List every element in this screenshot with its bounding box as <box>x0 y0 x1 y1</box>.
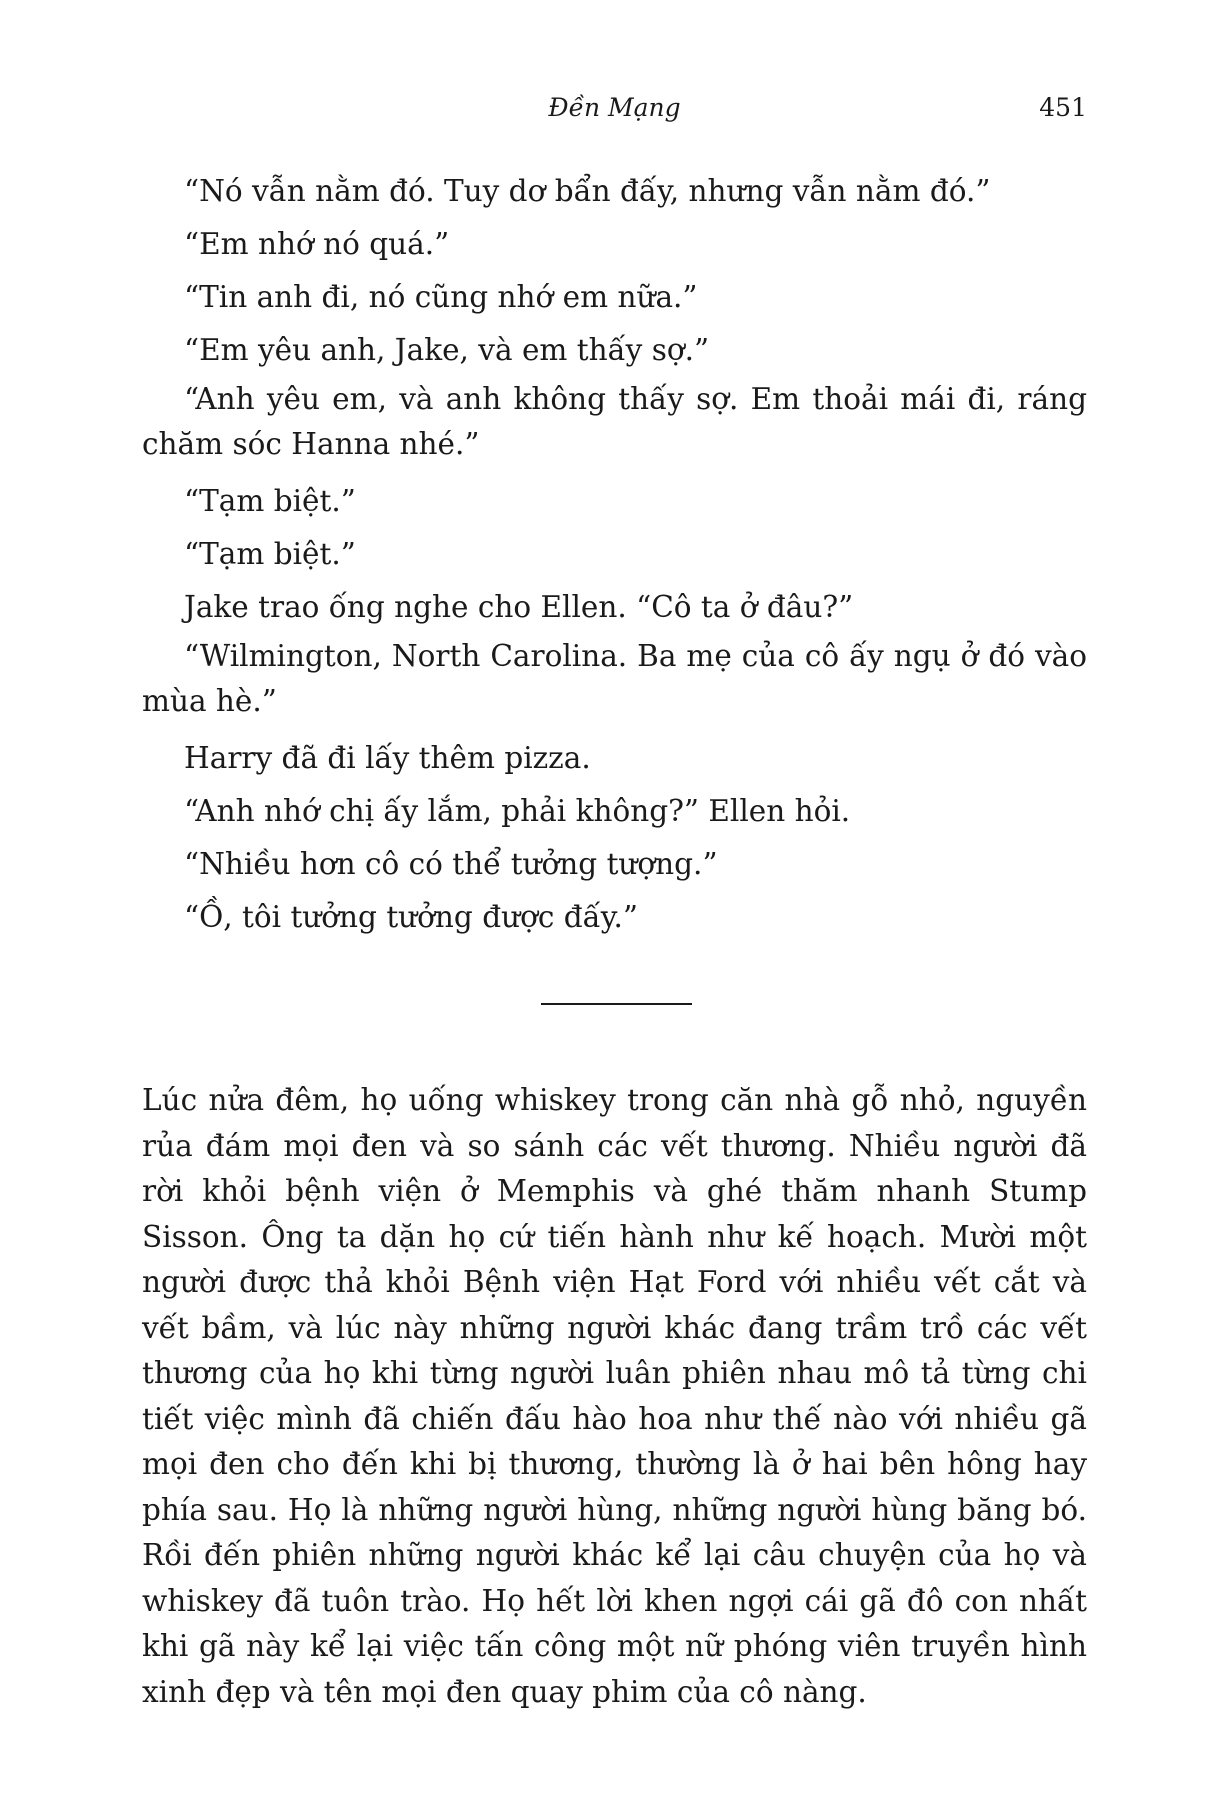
page-number: 451 <box>1039 93 1087 122</box>
dialogue-line: “Nhiều hơn cô có thể tưởng tượng.” <box>184 847 718 881</box>
dialogue-line: “Em nhớ nó quá.” <box>184 227 450 261</box>
section-divider <box>541 1003 692 1005</box>
dialogue-line: Harry đã đi lấy thêm pizza. <box>184 741 591 775</box>
dialogue-line: “Tạm biệt.” <box>184 484 356 518</box>
narrative-paragraph: Lúc nửa đêm, họ uống whiskey trong căn nhà gỗ nhỏ, nguyền rủa đám mọi đen và so sánh các vết thương. Nhiều người đã rời khỏi bệnh viện ở Memphis và ghé thăm nhanh Stump Sisson. Ông ta dặn họ cứ tiến hành như kế hoạch. Mười một người được thả khỏi Bệnh viện Hạt Ford với nhiều vết cắt và vết bầm, và lúc này những người khác đang trầm trồ các vết thương của họ khi từng người luân phiên nhau mô tả từng chi tiết việc mình đã chiến đấu hào hoa như thế nào với nhiều gã mọi đen cho đến khi bị thương, thường là ở hai bên hông hay phía sau. Họ là những người hùng, những người hùng băng bó. Rồi đến phiên những người khác kể lại câu chuyện của họ và whiskey đã tuôn trào. Họ hết lời khen ngợi cái gã đô con nhất khi gã này kể lại việc tấn công một nữ phóng viên truyền hình xinh đẹp và tên mọi đen quay phim của cô nàng. <box>142 1083 1087 1709</box>
dialogue-section <box>142 165 1087 944</box>
running-head <box>142 90 1087 126</box>
dialogue-line: “Nó vẫn nằm đó. Tuy dơ bẩn đấy, nhưng vẫn nằm đó.” <box>184 174 991 208</box>
dialogue-line: “Tin anh đi, nó cũng nhớ em nữa.” <box>184 280 698 314</box>
dialogue-line: “Wilmington, North Carolina. Ba mẹ của cô ấy ngụ ở đó vào mùa hè.” <box>142 639 1087 718</box>
dialogue-line: “Anh yêu em, và anh không thấy sợ. Em thoải mái đi, ráng chăm sóc Hanna nhé.” <box>142 382 1087 461</box>
dialogue-line: “Ồ, tôi tưởng tưởng được đấy.” <box>184 900 638 934</box>
dialogue-line: “Em yêu anh, Jake, và em thấy sợ.” <box>184 333 710 367</box>
running-title: Đền Mạng <box>548 93 681 122</box>
dialogue-line: “Anh nhớ chị ấy lắm, phải không?” Ellen hỏi. <box>184 794 851 828</box>
dialogue-line: Jake trao ống nghe cho Ellen. “Cô ta ở đâu?” <box>184 590 854 624</box>
dialogue-line: “Tạm biệt.” <box>184 537 356 571</box>
